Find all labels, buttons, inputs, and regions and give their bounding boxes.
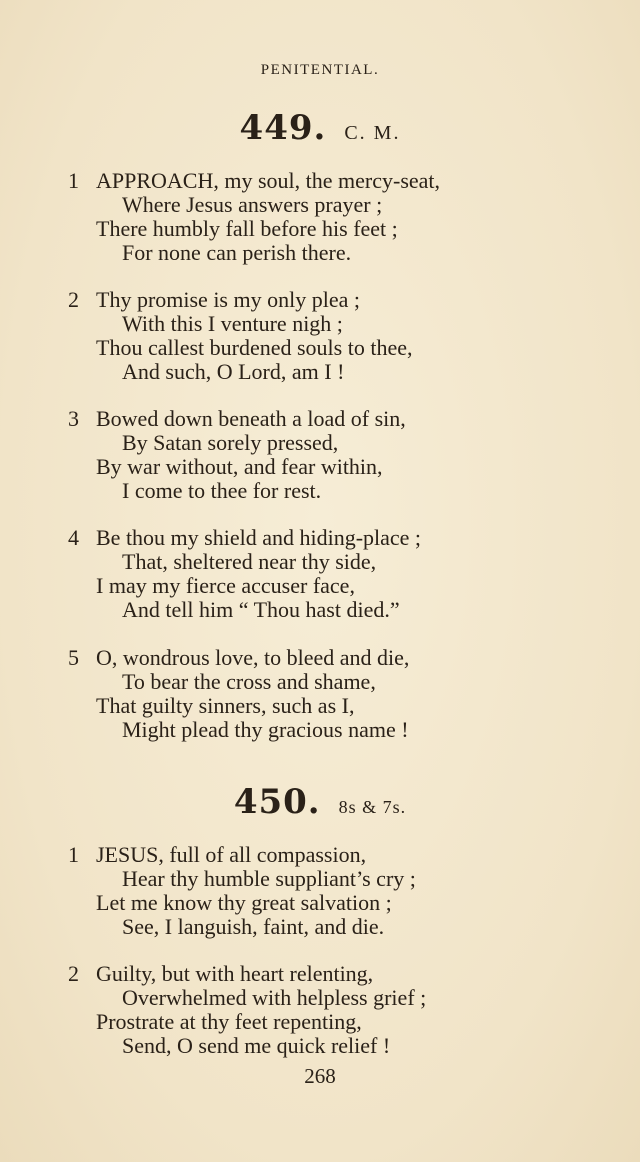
verse-line: Bowed down beneath a load of sin, — [96, 406, 406, 431]
verse-line: APPROACH, my soul, the mercy-seat, — [96, 168, 441, 193]
verse-line: Hear thy humble suppliant’s cry ; — [122, 866, 416, 891]
verse-line: With this I venture nigh ; — [122, 311, 343, 336]
hymn-meter: 8s & 7s. — [338, 797, 407, 817]
verse-number: 2 — [68, 287, 79, 312]
verse-line: I come to thee for rest. — [122, 478, 322, 503]
hymn-meter: C. M. — [344, 122, 401, 144]
verse-line: There humbly fall before his feet ; — [96, 216, 398, 241]
verse-number: 2 — [68, 961, 79, 986]
verse-number: 1 — [68, 842, 79, 867]
verse-number: 5 — [68, 645, 79, 670]
verse-line: To bear the cross and shame, — [122, 669, 376, 694]
verse-line: JESUS, full of all compassion, — [96, 842, 367, 867]
page-number: 268 — [304, 1064, 336, 1088]
verse-line: Thou callest burdened souls to thee, — [96, 335, 413, 360]
verse-line: Guilty, but with heart relenting, — [96, 961, 374, 986]
hymn-heading — [0, 108, 640, 148]
verse-line: Send, O send me quick relief ! — [122, 1033, 391, 1058]
verse-line: That, sheltered near thy side, — [122, 549, 377, 574]
verse-line: Prostrate at thy feet repenting, — [96, 1009, 362, 1034]
verse-line: Where Jesus answers prayer ; — [122, 192, 383, 217]
verse-number: 1 — [68, 168, 79, 193]
verse-line: See, I languish, faint, and die. — [122, 914, 385, 939]
hymn-heading — [0, 782, 640, 822]
running-head: PENITENTIAL. — [260, 62, 380, 78]
hymn-number: 449. — [239, 108, 327, 148]
verse-line: Let me know thy great salvation ; — [96, 890, 392, 915]
verse-line: By Satan sorely pressed, — [122, 430, 339, 455]
verse-line: I may my fierce accuser face, — [96, 573, 355, 598]
verse-line: That guilty sinners, such as I, — [96, 693, 355, 718]
verse-line: Might plead thy gracious name ! — [122, 717, 409, 742]
verse-line: Overwhelmed with helpless grief ; — [122, 985, 427, 1010]
verse-line: Thy promise is my only plea ; — [96, 287, 360, 312]
verse-number: 3 — [68, 406, 79, 431]
verse-line: O, wondrous love, to bleed and die, — [96, 645, 410, 670]
verse-line: And tell him “ Thou hast died.” — [122, 597, 400, 622]
verse-line: For none can perish there. — [122, 240, 352, 265]
hymn-number: 450. — [233, 782, 321, 822]
verse-line: Be thou my shield and hiding-place ; — [96, 525, 422, 550]
verse-number: 4 — [68, 525, 79, 550]
verse-line: By war without, and fear within, — [96, 454, 383, 479]
verse-line: And such, O Lord, am I ! — [122, 359, 345, 384]
